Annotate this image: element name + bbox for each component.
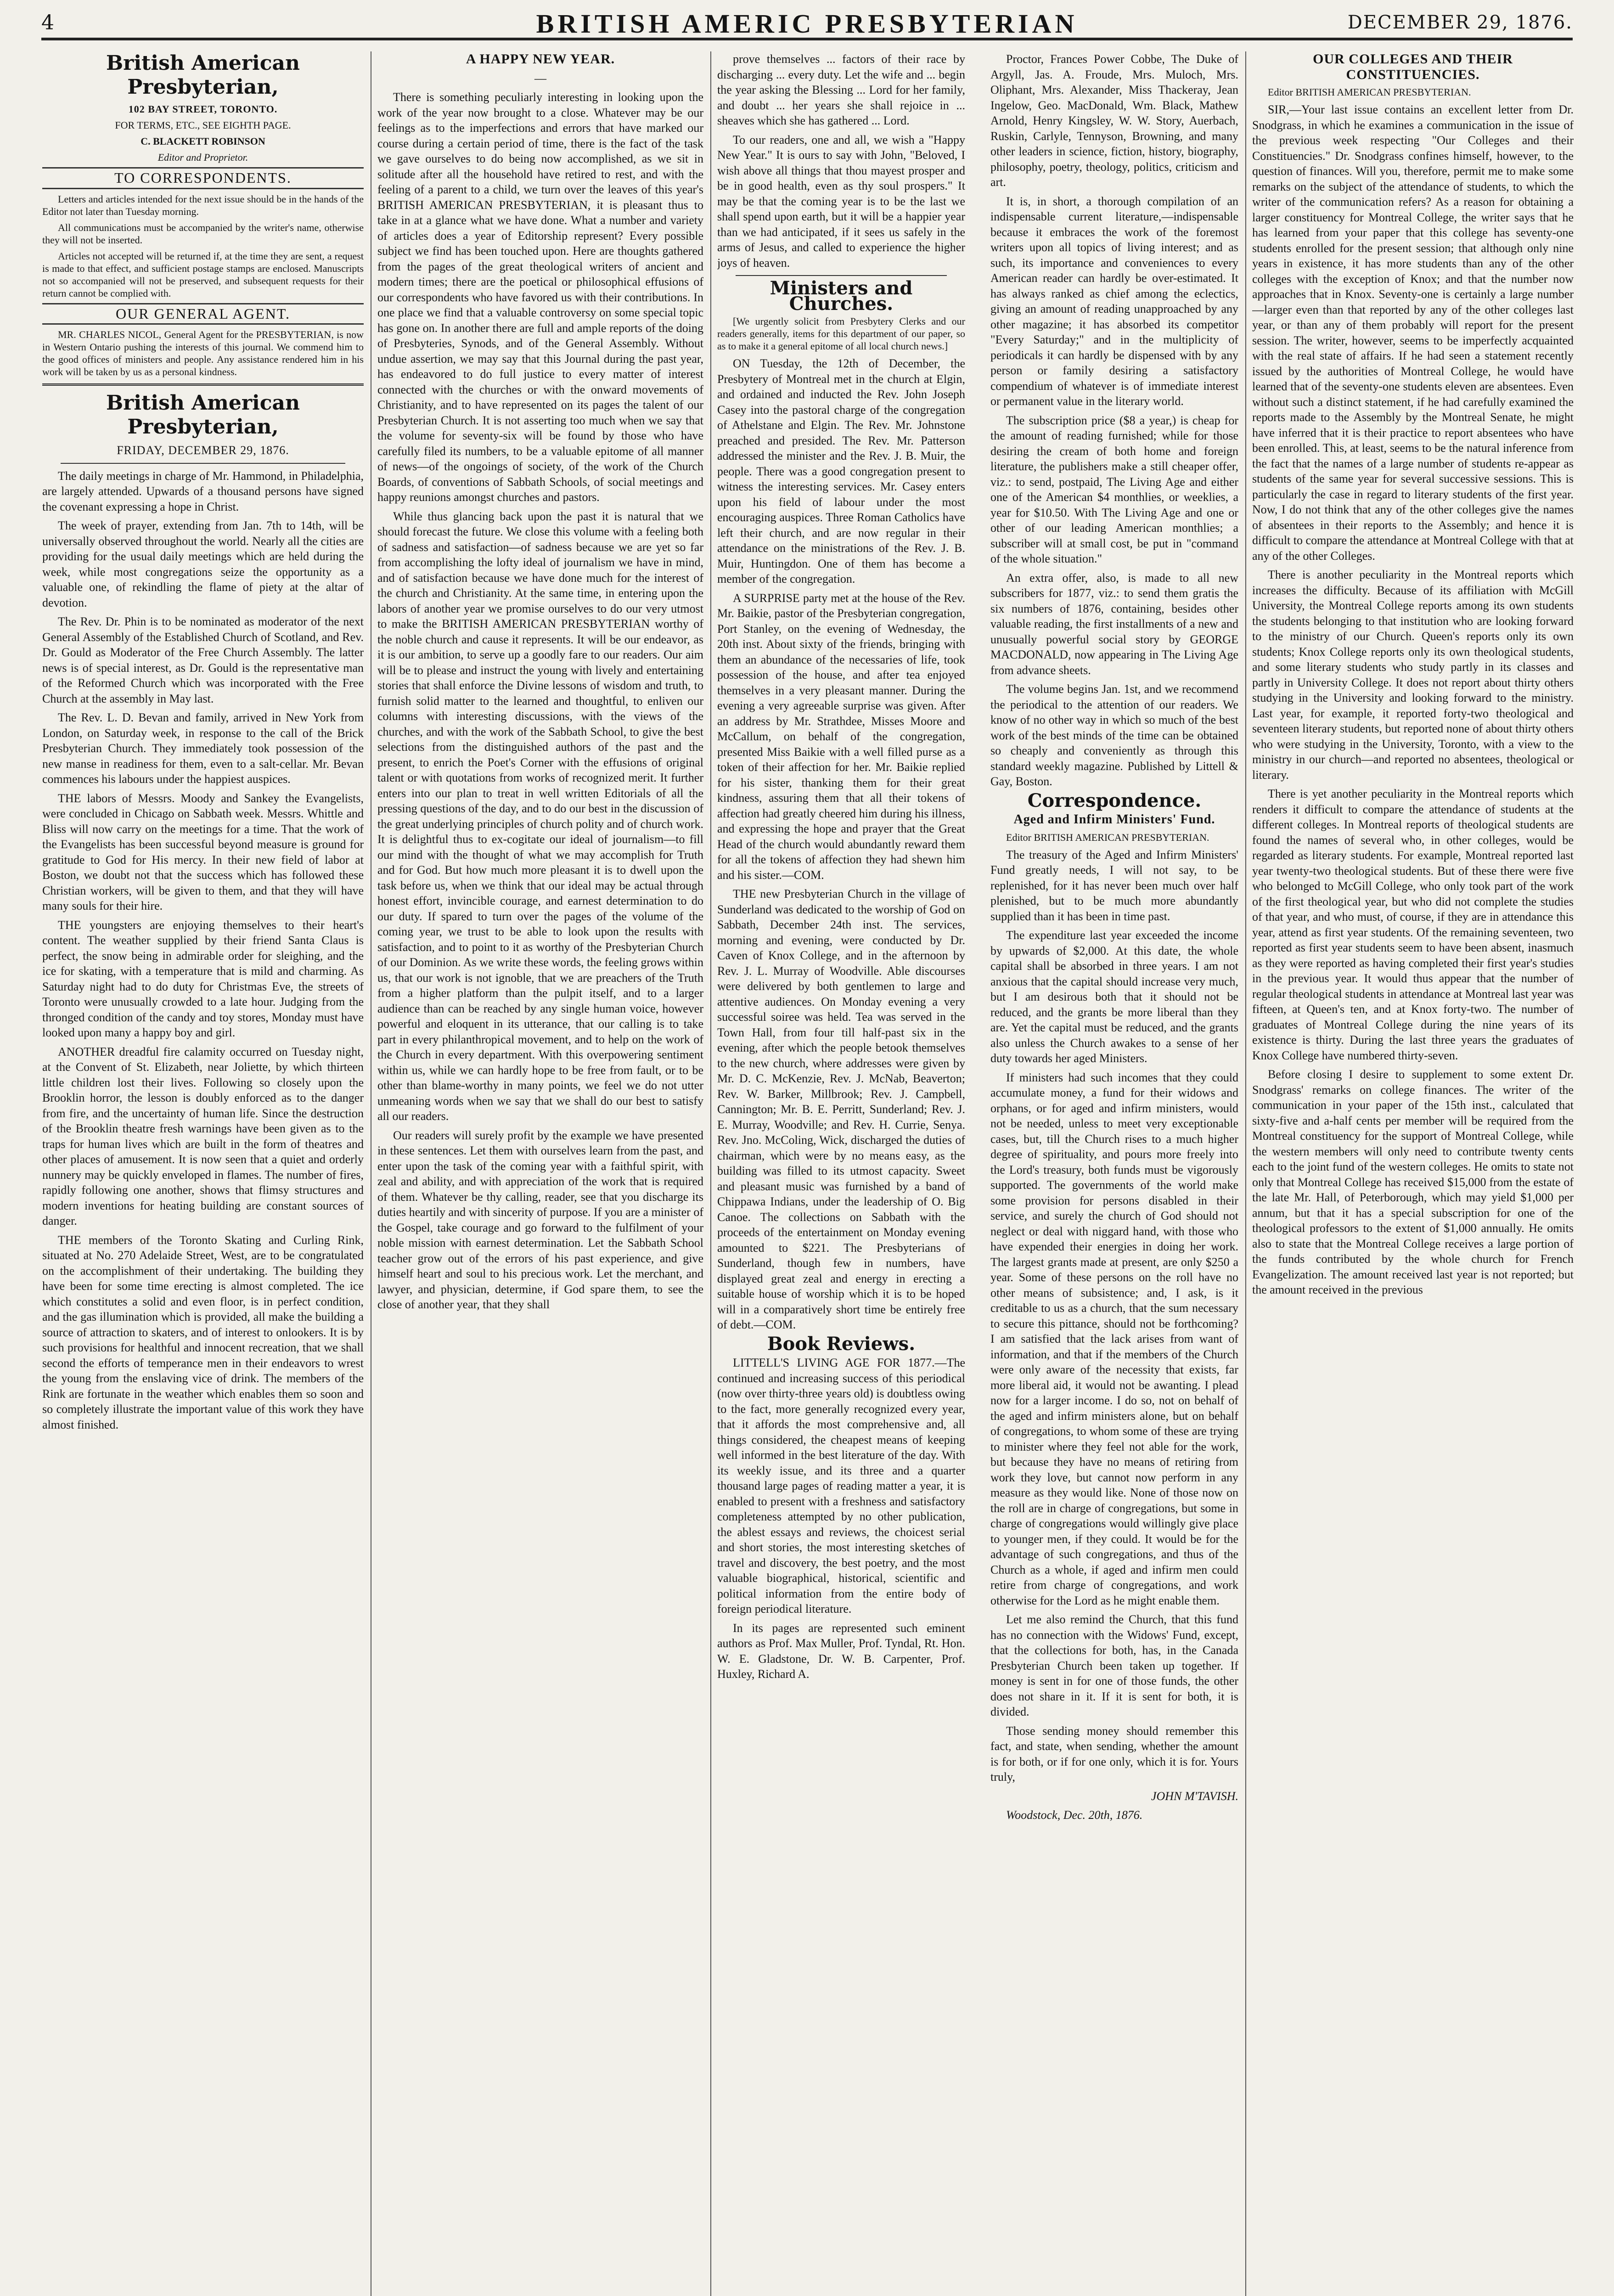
review-paragraph: In its pages are represented such eminent authors as Prof. Max Muller, Prof. Tyndal, Rt. Hon. W. E. Gladstone, Dr. W. B. Carpenter, Prof. Huxley, Richard A. xyxy=(717,1621,965,1681)
letter-paragraph: The treasury of the Aged and Infirm Ministers' Fund greatly needs, I will not say, to be replenished, for it has never been much over half plenished, but to be much more abundantly supplied than it has been in time past. xyxy=(990,848,1238,923)
dateline: FRIDAY, DECEMBER 29, 1876. xyxy=(117,444,289,457)
newspaper-title: BRITISH AMERIC PRESBYTERIAN xyxy=(536,9,1078,39)
editorial-paragraph: THE members of the Toronto Skating and Curling Rink, situated at No. 270 Adelaide Street, West, are to be congratulated on the accomplishment of their undertaking. The building they have been for some time erecting is almost completed. The ice which constitutes a solid and even floor, is in perfect condition, and the gas illumination which is provided, all make the building a source of attraction to skaters, and of interest to onlookers. It is by such provisions for healthful and innocent recreation, that we shall second the efforts of temperance men in their endeavors to wrest the young from the enslaving vice of drink. The members of the Rink are fortunate in the weather which enables them so soon and so completely illustrate the important value of this work they have almost finished. xyxy=(42,1233,364,1431)
column-rule xyxy=(1245,51,1246,2296)
editorial-paragraph: THE youngsters are enjoying themselves to their heart's content. The weather supplied by their friend Santa Claus is perfect, the snow being in admirable order for sleighing, and the ice for skating, with a temperature that is mild and charming. As Saturday night had to do duty for Christmas Eve, the streets of Toronto were unusually crowded to a late hour. Judging from the thronged condition of the candy and toy stores, Monday must have looked upon many a happy boy and girl. xyxy=(42,918,364,1039)
review-paragraph: The volume begins Jan. 1st, and we recommend the periodical to the attention of our readers. We know of no other way in which so much of the best work of the best minds of the time can be obtained so cheaply and conveniently as through this standard weekly magazine. Published by Littell & Gay, Boston. xyxy=(990,682,1238,788)
terms-note: FOR TERMS, ETC., SEE EIGHTH PAGE. xyxy=(115,119,291,131)
letter-paragraph: Let me also remind the Church, that this fund has no connection with the Widows' Fund, except, that the collections for both, has, in the Canada Presbyterian Church been taken up together. If money is sent in for one of those funds, the other does not share in it. If it is sent for both, it is divided. xyxy=(990,1613,1238,1718)
letter-addressee: Editor BRITISH AMERICAN PRESBYTERIAN. xyxy=(1268,86,1471,98)
article-heading: A HAPPY NEW YEAR. xyxy=(466,51,615,67)
letter-paragraph: Those sending money should remember this fact, and state, when sending, whether the amount is for both, or if for one only, which it is for. Yours truly, xyxy=(990,1724,1238,1784)
heading-ornament: — xyxy=(534,71,546,85)
correspondents-text: Letters and articles intended for the next issue should be in the hands of the Editor not later than Tuesday morning. xyxy=(42,193,364,217)
masthead xyxy=(41,10,1573,40)
letter-paragraph: SIR,—Your last issue contains an excellent letter from Dr. Snodgrass, in which he examines a communication in the issue of the previous week respecting "Our Colleges and their Constituencies." Dr. Snodgrass confines himself, however, to the question of finances. Will you, therefore, permit me to make some remarks on the subject of the attendance of students, to which the writer of the communication refers? As a reason for obtaining a larger constituency for Montreal College, the writer says that he has learned from your paper that this college has seventy-one students enrolled for the present session; that although only nine years in existence, it has more students than any of the other colleges with the exception of Knox; and that the number now approaches that in Knox. Seventy-one is certainly a large number—larger even than that reported by any of the other colleges last year, or than any of them probably will report for the present session. The writer, however, seems to be imperfectly acquainted with the real state of affairs. If he had seen a statement recently issued by the authorities of Montreal College, he would have learned that of the seventy-one students eleven are absentees. Even without such a distinct statement, if he had carefully examined the reports made to the Assembly by the Montreal Senate, he might have inferred that it is their practice to report absentees who have been enrolled. This, at least, seems to be the natural inference from the fact that the names of a large number of students re-appear as students of the same year for several successive sessions. This is particularly the case in regard to literary students of the first year. Now, I do not think that any of the other colleges give the names of absentees in their reports to the Assembly; and hence it is difficult to compare the attendance at Montreal College with that at any of the other Colleges. xyxy=(1252,103,1574,563)
divider xyxy=(42,383,364,386)
news-paragraph: THE new Presbyterian Church in the village of Sunderland was dedicated to the worship of God on Sabbath, December 24th inst. The services, morning and evening, were conducted by Dr. Caven of Knox College, and in the afternoon by Rev. J. L. Murray of Woodville. Able discourses were delivered by both gentlemen to large and attentive audiences. On Monday evening a very successful soiree was held. Tea was served in the Town Hall, from four till half-past six in the evening, after which the people betook themselves to the new church, where addresses were given by Mr. D. C. McKenzie, Rev. J. McNab, Beaverton; Rev. W. Barker, Millbrook; Rev. J. Campbell, Cannington; Mr. B. E. Perritt, Sunderland; Rev. J. E. Murray, Woodville; and Rev. H. Currie, Senya. Rev. Jno. McColing, Wick, discharged the duties of chairman, which were by no means easy, as the building was filled to its utmost capacity. Sweet and pleasant music was furnished by a band of Chippawa Indians, under the leadership of O. Big Canoe. The collections on Sabbath with the proceeds of the entertainment on Monday evening amounted to $221. The Presbyterians of Sunderland, though few in numbers, have displayed great zeal and energy in erecting a suitable house of worship which it is to be hoped will in a comparatively short time be entirely free of debt.—COM. xyxy=(717,887,965,1331)
divider xyxy=(61,463,345,464)
editorial-paragraph: ANOTHER dreadful fire calamity occurred on Tuesday night, at the Convent of St. Elizabeth, near Joliette, by which thirteen little children lost their lives. Following so closely upon the Brooklin horror, the lesson is doubly enforced as to the danger from fire, and the uncertainty of human life. Since the destruction of the Brooklin theatre fresh warnings have been given as to the traps for human lives which are built in the form of theatres and other places of amusement. It is now seen that a quiet and orderly nunnery may be quickly enveloped in flames. The number of fires, rapidly following one another, shows that flimsy structures and modern inventions for heating building are constant sources of danger. xyxy=(42,1045,364,1227)
page-number: 4 xyxy=(41,11,54,34)
correspondents-text: All communications must be accompanied by the writer's name, otherwise they will not be inserted. xyxy=(42,221,364,246)
letter-signature: JOHN M'TAVISH. xyxy=(1151,1789,1238,1803)
column-3a xyxy=(717,51,965,1686)
article-paragraph: prove themselves ... factors of their race by discharging ... every duty. Let the wife and ... begin the year asking the Blessing ... Lord for her family, and doubt ... her years she shall rejoice in ... sheaves which she has gathered ... Lord. xyxy=(717,52,965,127)
column-2 xyxy=(377,51,703,2296)
editor-name: C. BLACKETT ROBINSON xyxy=(141,135,265,147)
paper-nameplate-2: British American Presbyterian, xyxy=(106,391,300,439)
correspondents-text: Articles not accepted will be returned if, at the time they are sent, a request is made to that effect, and sufficient postage stamps are enclosed. Manuscripts not so accompanied will not be preserved, and subsequent requests for their return cannot be complied with. xyxy=(42,250,364,299)
letter-heading: Aged and Infirm Ministers' Fund. xyxy=(1013,812,1215,827)
column-4 xyxy=(1252,51,1574,2296)
letter-paragraph: The expenditure last year exceeded the income by upwards of $2,000. At this date, the whole capital shall be absorbed in three years. I am not anxious that the capital should increase very much, but I am desirous both that it should not be reduced, and the grants be more liberal than they are. Yet the capital must be reduced, and the grants also unless the Church awakes to a sense of her duty towards her aged Ministers. xyxy=(990,929,1238,1065)
divider xyxy=(736,275,947,276)
review-paragraph: LITTELL'S LIVING AGE FOR 1877.—The continued and increasing success of this periodical (now over thirty-three years old) is doubtless owing to the fact, more generally recognized every year, that it affords the most comprehensive and, all things considered, the cheapest means of keeping well informed in the best literature of the day. With its weekly issue, and its three and a quarter thousand large pages of reading matter a year, it is enabled to present with a freshness and satisfactory completeness attempted by no other publication, the ablest essays and reviews, the choicest serial and short stories, the most interesting sketches of travel and discovery, the best poetry, and the most valuable biographical, historical, scientific and political information from the entire body of foreign periodical literature. xyxy=(717,1356,965,1615)
book-reviews-heading: Book Reviews. xyxy=(767,1333,916,1355)
review-paragraph: The subscription price ($8 a year,) is cheap for the amount of reading furnished; while for those desiring the cream of both home and foreign literature, the publishers make a still cheaper offer, viz.: to send, postpaid, The Living Age and either one of the American $4 monthlies, or weeklies, a year for $10.50. With The Living Age and one or other of our leading American monthlies; a subscriber will at small cost, be put in "command of the whole situation." xyxy=(990,413,1238,565)
paper-nameplate: British American Presbyterian, xyxy=(106,51,300,99)
ministers-note: [We urgently solicit from Presbytery Clerks and our readers generally, items for this department of our paper, so as to make it a general epitome of all local church news.] xyxy=(717,315,965,352)
editorial-paragraph: The daily meetings in charge of Mr. Hammond, in Philadelphia, are largely attended. Upwards of a thousand persons have signed the covenant expressing a hope in Christ. xyxy=(42,469,364,513)
letter-paragraph: There is another peculiarity in the Montreal reports which increases the difficulty. Because of its affiliation with McGill University, the Montreal College reports among its own students the students belonging to that institution who are looking forward to the ministry of our Church. Queen's reports only its own students; Knox College reports only its own theological students, and some literary students who study partly in its classes and partly in University College. It does not report about thirty others studying in the University and looking forward to the ministry. Last year, for example, it reported forty-two theological and seventeen literary students, but reported none of about thirty others who were studying in the University, Toronto, with a view to the ministry in our church—and reported no absentees, theological or literary. xyxy=(1252,568,1574,782)
editorial-paragraph: THE labors of Messrs. Moody and Sankey the Evangelists, were concluded in Chicago on Sabbath week. Messrs. Whittle and Bliss will now carry on the meetings for a time. That the work of the Evangelists has been successful beyond measure is ground for gratitude to God for His mercy. In their new field of labor at Boston, we doubt not that the success which has followed these Christian workers, will be given to them, and that they will have many souls for their hire. xyxy=(42,791,364,912)
agent-text: MR. CHARLES NICOL, General Agent for the PRESBYTERIAN, is now in Western Ontario pushing the interests of this journal. We commend him to the good offices of ministers and people. Any assistance rendered him in his work will be taken by us as a personal kindness. xyxy=(42,329,364,377)
review-paragraph: An extra offer, also, is made to all new subscribers for 1877, viz.: to send them gratis the six numbers of 1876, containing, besides other valuable reading, the first installments of a new and unusually powerful social story by GEORGE MACDONALD, now appearing in The Living Age from advance sheets. xyxy=(990,571,1238,677)
editorial-paragraph: The week of prayer, extending from Jan. 7th to 14th, will be universally observed throughout the world. Nearly all the cities are providing for the usual daily meetings which are held during the week, while most congregations seize the opportunity as a valuable one, of rekindling the flame of piety at the altar of devotion. xyxy=(42,519,364,609)
editorial-paragraph: The Rev. L. D. Bevan and family, arrived in New York from London, on Saturday week, in response to the call of the Brick Presbyterian Church. They immediately took possession of the new manse in readiness for them, even to a salt-cellar. Mr. Bevan commences his labours under the happiest auspices. xyxy=(42,711,364,786)
column-rule xyxy=(710,51,711,2296)
article-paragraph: To our readers, one and all, we wish a "Happy New Year." It is ours to say with John, "Beloved, I wish above all things that thou mayest prosper and be in good health, even as thy soul prospers." It may be that the coming year is to be the last we shall spend upon earth, but it will be a happier year than we had anticipated, if it sees us safely in the arms of Jesus, and called to experience the higher joys of heaven. xyxy=(717,133,965,270)
review-paragraph: It is, in short, a thorough compilation of an indispensable current literature,—indispensable because it embraces the work of the foremost writers upon all topics of living interest; and as such, its importance and conveniences to every American reader can hardly be over-estimated. It has always ranked as chief among the eclectics, giving an amount of reading unapproached by any other magazine; it has absorbed its competitor "Every Saturday;" and in the multiplicity of periodicals it can hardly be dispensed with by any person or family desiring a satisfactory compendium of whatever is of immediate interest or permanent value in the literary world. xyxy=(990,194,1238,408)
letter-paragraph: Before closing I desire to supplement to some extent Dr. Snodgrass' remarks on college finances. The writer of the communication in your paper of the 15th inst., calculated that sixty-five and a-half cents per member will be required from the Montreal constituency for the support of Montreal College, while the western members will only need to contribute twenty cents each to the joint fund of the western colleges. He omits to state not only that Montreal College has received $15,000 from the estate of the late Mr. Hall, of Peterborough, which may yield $1,000 per annum, but that it has a special subscription for one of the theological professors to the extent of $1,000 annually. He omits also to state that the Montreal College receives a large portion of the funds contributed by the whole church for French Evangelization. The amount received last year is not reported; but the amount received in the previous xyxy=(1252,1068,1574,1296)
paper-address: 102 BAY STREET, TORONTO. xyxy=(128,103,278,115)
column-3b xyxy=(990,51,1238,1827)
column-1 xyxy=(42,51,364,2296)
letter-paragraph: There is yet another peculiarity in the Montreal reports which renders it difficult to compare the attendance of students at the different colleges. In Montreal reports of theological students are found the names of several who, in other colleges, would be regarded as literary students. For example, Montreal reported last year twenty-two theological students. But of these there were five who belonged to McGill College, who only took part of the work of the first theological year, but who did not complete the studies of that year, and who must, of course, if they are in attendance this year, attend as first year students. Of the remaining seventeen, two reported as first year students seem to have been absent, inasmuch as they were reported as having completed their first year's studies in the previous year. It would thus appear that the number of regular theological students in attendance at Montreal last year was fifteen, at Queen's ten, and at Knox forty-two. The number of graduates of Montreal College during the nine years of its existence is thirty. During the last three years the graduates of Knox College have numbered thirty-seven. xyxy=(1252,787,1574,1062)
review-paragraph: Proctor, Frances Power Cobbe, The Duke of Argyll, Jas. A. Froude, Mrs. Muloch, Mrs. Oliphant, Mrs. Alexander, Miss Thackeray, Jean Ingelow, Geo. MacDonald, Wm. Black, Mathew Arnold, Henry Kingsley, W. W. Story, Auerbach, Ruskin, Carlyle, Tennyson, Browning, and many other leaders in science, fiction, history, biography, philosophy, poetry, theology, politics, criticism and art. xyxy=(990,52,1238,189)
letter-heading: OUR COLLEGES AND THEIR CONSTITUENCIES. xyxy=(1313,51,1513,82)
article-paragraph: While thus glancing back upon the past it is natural that we should forecast the future. We close this volume with a feeling both of sadness and satisfaction—of sadness because we are yet so far from accomplishing the lofty ideal of journalism we have in mind, and of satisfaction because we have done much for the interest of the church and Christianity. At the same time, in entering upon the labors of another year we promise ourselves to do our very utmost to make the BRITISH AMERICAN PRESBYTERIAN worthy of the noble church and cause it represents. It will be our endeavor, as it is our ambition, to serve up a goodly fare to our readers. Our aim will be to please and instruct the young with lively and entertaining stories that shall enforce the Divine lessons of wisdom and truth, to furnish solid matter to the learned and thoughtful, to enliven our columns with interesting discussions, with the views of the churches, and with the work of the Sabbath School, to give the best selections from the distinguished authors of the past and the present, to enrich the Poet's Corner with the effusions of original talent or with quotations from works of recognized merit. It further enters into our plan to treat in well written Editorials of all the pressing questions of the day, and to do our best in the discussion of the great underlying principles of church polity and of church work. It is delightful thus to ex-cogitate our ideal of journalism—to fill our mind with the thought of what we may accomplish for Truth and for God. But how much more pleasant it is to dwell upon the task before us, when we think that our ideal may be actual through honest effort, invincible courage, and earnest determination to do our duty. If spared to turn over the pages of the volume of the coming year, we trust to be able to look upon the results with satisfaction, and to point to it as worthy of the Presbyterian Church of our Dominion. As we write these words, the feeling grows within us, that our work is not ignoble, that we are preachers of the Truth from a higher platform than the pulpit itself, and to a larger audience than can be reached by any single human voice, however powerful and eloquent in its utterance, that our calling is to take part in every philanthropical movement, and to help on the work of the Church in every department. With this overpowering sentiment within us, while we can hardly hope to be free from fault, or to be other than blame-worthy in many points, we feel we do not utter unmeaning words when we say that we shall do our best to satisfy all our readers. xyxy=(377,509,703,1123)
article-paragraph: There is something peculiarly interesting in looking upon the work of the year now brought to a close. Whatever may be our feelings as to the imperfections and errors that have marked our course during a certain period of time, there is the fact of the task we gave ourselves to do being now accomplished, as we sit in solitude after all the household have retired to rest, and with the feeling of a parent to a child, we turn over the leaves of this year's BRITISH AMERICAN PRESBYTERIAN, it is pleasant thus to take in at a glance what we have done. What a number and variety of articles does a year of Editorship represent? Every possible subject we find has been touched upon. Here are thoughts gathered from the pages of the great theological writers of ancient and modern times; there are the poetical or philosophical effusions of our correspondents who have favored us with their contributions. In one place we find that a valuable controversy on some special topic has gone on. In another there are full and ample reports of the doing of Presbyteries, Synods, and of the General Assembly. Without undue assertion, we may say that this Journal during the past year, has endeavored to do full justice to every matter of interest connected with the churches or with the onward movements of Christianity, and to have represented on its pages the talent of our Presbyterian Church. It is not asserting too much when we say that the volume for seventy-six will be found by those who have carefully filed its numbers, to be a valuable epitome of all manner of news—of the ongoings of society, of the work of the Church Boards, of conventions of Sabbath Schools, of social meetings and happy reunions amongst churches and pastors. xyxy=(377,90,703,504)
correspondence-heading: Correspondence. xyxy=(1027,789,1202,811)
correspondents-heading: TO CORRESPONDENTS. xyxy=(42,167,364,189)
article-paragraph: Our readers will surely profit by the example we have presented in these sentences. Let them with ourselves learn from the past, and enter upon the task of the coming year with a faithful spirit, with zeal and ability, and with appreciation of the work that is required of them. Whatever be thy calling, reader, see that you discharge its duties heartily and with sincerity of purpose. If you are a minister of the Gospel, take courage and go forward to the fulfilment of your noble mission with earnest determination. Let the Sabbath School teacher grow out of the errors of his past experience, and give himself heart and soul to his precious work. Let the merchant, and lawyer, and physician, determine, if God spare them, to see the close of another year, that they shall xyxy=(377,1128,703,1311)
issue-date: DECEMBER 29, 1876. xyxy=(1347,12,1573,33)
news-paragraph: ON Tuesday, the 12th of December, the Presbytery of Montreal met in the church at Elgin, and ordained and inducted the Rev. John Joseph Casey into the pastoral charge of the congregation of Athelstane and Elgin. The Rev. Mr. Johnstone preached and presided. The Rev. Mr. Patterson addressed the minister and the Rev. J. B. Muir, the people. There was a good congregation present to witness the interesting services. Mr. Casey enters upon his field of labour under the most encouraging auspices. Three Roman Catholics have left their church, and are now regular in their attendance on the ministrations of the Rev. J. B. Muir, Huntingdon. One of them has become a member of the congregation. xyxy=(717,357,965,585)
column-3 xyxy=(717,51,1238,2296)
ministers-churches-heading: Ministers and Churches. xyxy=(770,277,913,315)
letter-addressee: Editor BRITISH AMERICAN PRESBYTERIAN. xyxy=(1006,831,1209,843)
letter-paragraph: If ministers had such incomes that they could accumulate money, a fund for their widows and orphans, or for aged and infirm ministers, would not be needed, unless to meet very exceptionable cases, but, till the Church rises to a much higher degree of spirituality, and pours more freely into the Lord's treasury, both funds must be vigorously supported. The governments of the world make some provision for persons disabled in their service, and surely the church of God should not neglect or deal with niggard hand, with those who have expended their energies in doing her work. The largest grants made at present, are only $250 a year. Some of these persons on the roll have no other means of subsistence; and, I ask, is it creditable to us as a church, that the sum necessary to secure this pittance, should not be forthcoming? I am satisfied that the lack arises from want of information, and that if the members of the Church were only aware of the necessity that exists, far more liberal aid, it would not be awanting. I plead now for a larger income. I do so, not on behalf of the aged and infirm ministers alone, but on behalf of congregations, to whom some of these are trying to minister where they feel not able for the work, but because they have no means of retiring from work they love, but cannot now perform in any measure as they would like. None of those now on the roll are in charge of congregations, but some in charge of congregations would willingly give place to younger men, if they could. It would be for the advantage of such congregations, and thus of the Church as a whole, if aged and infirm men could retire from charge of congregations, and work otherwise for the Lord as he might enable them. xyxy=(990,1070,1238,1607)
editorial-paragraph: The Rev. Dr. Phin is to be nominated as moderator of the next General Assembly of the Established Church of Scotland, and Rev. Dr. Gould as Moderator of the Free Church Assembly. The latter news is of special interest, as Dr. Gould is the representative man of the Reformed Church which was incorporated with the Free Church at the assembly in May last. xyxy=(42,615,364,705)
news-paragraph: A SURPRISE party met at the house of the Rev. Mr. Baikie, pastor of the Presbyterian congregation, Port Stanley, on the evening of Wednesday, the 20th inst. About sixty of the friends, bringing with them an abundance of the necessaries of life, took possession of the house, and after tea enjoyed themselves in a very pleasant manner. During the evening a very agreeable surprise was given. After an address by Mr. Strathdee, Misses Moore and McCallum, on behalf of the congregation, presented Miss Baikie with a well filled purse as a token of their affection for her. Mr. Baikie replied for his sister, thanking them for their great kindness, assuring them that all their tokens of affection had greatly cheered him during his illness, and expressing the hope and prayer that the Great Head of the church would abundantly reward them for all the tokens of affection they had shewn him and his sister.—COM. xyxy=(717,591,965,882)
editor-role: Editor and Proprietor. xyxy=(157,152,248,163)
letter-place-date: Woodstock, Dec. 20th, 1876. xyxy=(1006,1808,1143,1822)
agent-heading: OUR GENERAL AGENT. xyxy=(42,303,364,325)
